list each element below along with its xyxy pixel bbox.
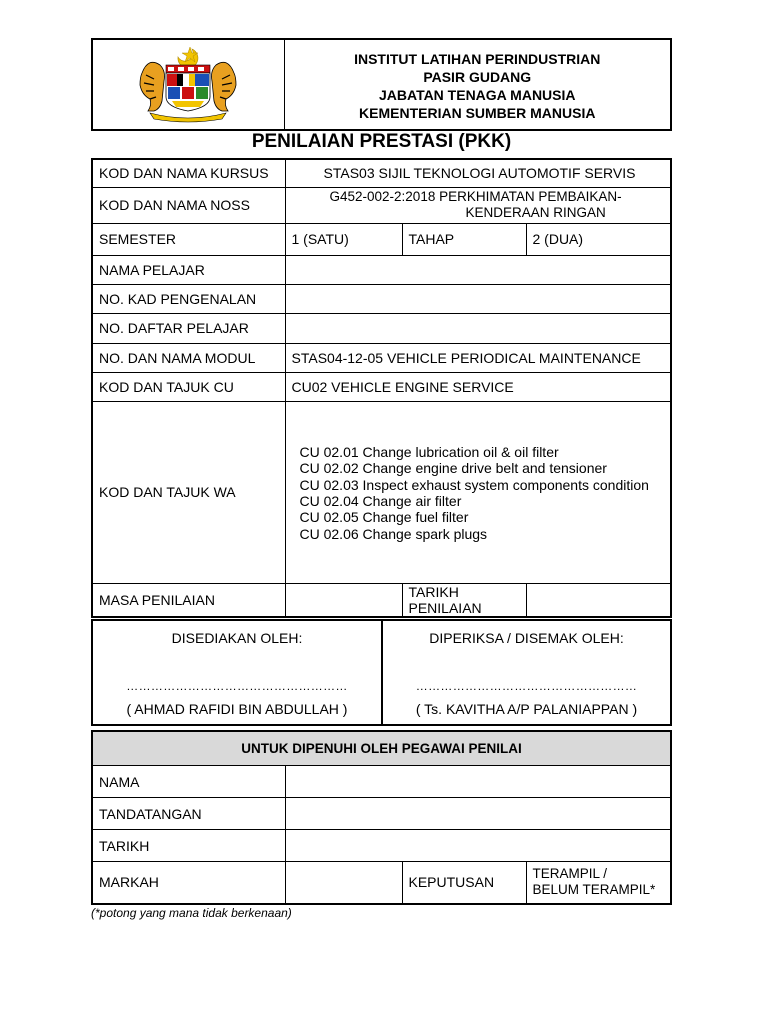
nama-pelajar-label: NAMA PELAJAR <box>92 255 285 284</box>
result-belum-terampil: BELUM TERAMPIL* <box>532 882 656 898</box>
wa-item: CU 02.06 Change spark plugs <box>299 525 488 542</box>
nama-pelajar-field[interactable] <box>285 255 671 284</box>
tahap-value: 2 (DUA) <box>526 223 671 255</box>
prepared-signature-line[interactable]: ……………………………………………… <box>126 679 348 693</box>
noss-value <box>285 187 671 223</box>
ic-label: NO. KAD PENGENALAN <box>92 284 285 313</box>
wa-item: CU 02.01 Change lubrication oil & oil filter <box>299 444 559 461</box>
logo-cell <box>92 39 284 130</box>
department-name: JABATAN TENAGA MANUSIA <box>378 86 576 103</box>
malaysia-coat-of-arms-icon <box>132 43 244 123</box>
noss-label: KOD DAN NAMA NOSS <box>92 187 285 223</box>
tandatangan-field[interactable] <box>285 798 671 830</box>
noss-value-line1: G452-002-2:2018 PERKHIMATAN PEMBAIKAN- <box>329 189 622 204</box>
course-info-table <box>91 158 672 618</box>
semester-label: SEMESTER <box>92 223 285 255</box>
wa-label: KOD DAN TAJUK WA <box>92 401 285 583</box>
daftar-field[interactable] <box>285 313 671 343</box>
masa-field[interactable] <box>285 583 402 617</box>
institution-name: INSTITUT LATIHAN PERINDUSTRIAN <box>354 50 601 67</box>
prepared-by-label: DISEDIAKAN OLEH: <box>171 630 303 646</box>
assessor-nama-label: NAMA <box>92 766 285 798</box>
daftar-label: NO. DAFTAR PELAJAR <box>92 313 285 343</box>
kursus-value: STAS03 SIJIL TEKNOLOGI AUTOMOTIF SERVIS <box>285 159 671 187</box>
checked-by-name: ( Ts. KAVITHA A/P PALANIAPPAN ) <box>415 701 638 717</box>
kursus-label: KOD DAN NAMA KURSUS <box>92 159 285 187</box>
page-title: PENILAIAN PRESTASI (PKK) <box>251 131 512 152</box>
tandatangan-label: TANDATANGAN <box>92 798 285 830</box>
wa-item: CU 02.03 Inspect exhaust system components condition <box>299 476 649 493</box>
wa-item: CU 02.05 Change fuel filter <box>299 509 469 526</box>
prepared-by-name: ( AHMAD RAFIDI BIN ABDULLAH ) <box>126 701 348 717</box>
institution-heading <box>284 39 671 130</box>
tarikh-penilaian-label: TARIKH PENILAIAN <box>402 583 526 617</box>
result-terampil: TERAMPIL / <box>532 866 608 882</box>
assessor-nama-field[interactable] <box>285 766 671 798</box>
wa-item: CU 02.04 Change air filter <box>299 493 462 509</box>
checked-by-cell <box>382 620 671 725</box>
noss-value-line2: KENDERAAN RINGAN <box>465 205 606 220</box>
markah-label: MARKAH <box>92 862 285 904</box>
assessor-tarikh-field[interactable] <box>285 830 671 862</box>
wa-item: CU 02.02 Change engine drive belt and tensioner <box>299 460 607 477</box>
cu-label: KOD DAN TAJUK CU <box>92 372 285 401</box>
masa-label: MASA PENILAIAN <box>92 583 285 617</box>
modul-label: NO. DAN NAMA MODUL <box>92 343 285 372</box>
modul-value: STAS04-12-05 VEHICLE PERIODICAL MAINTENANCE <box>285 343 671 372</box>
signature-table <box>91 619 672 726</box>
wa-list <box>285 401 671 583</box>
ic-field[interactable] <box>285 284 671 313</box>
prepared-by-cell <box>92 620 382 725</box>
checked-signature-line[interactable]: ……………………………………………… <box>415 679 638 693</box>
markah-field[interactable] <box>285 862 402 904</box>
tarikh-penilaian-field[interactable] <box>526 583 671 617</box>
institution-location: PASIR GUDANG <box>423 68 532 85</box>
assessor-heading: UNTUK DIPENUHI OLEH PEGAWAI PENILAI <box>92 731 671 766</box>
tahap-label: TAHAP <box>402 223 526 255</box>
cu-value: CU02 VEHICLE ENGINE SERVICE <box>285 372 671 401</box>
assessor-tarikh-label: TARIKH <box>92 830 285 862</box>
checked-by-label: DIPERIKSA / DISEMAK OLEH: <box>429 630 624 646</box>
header-table <box>91 38 672 131</box>
footnote: (*potong yang mana tidak berkenaan) <box>91 906 292 920</box>
assessor-table <box>91 730 672 905</box>
semester-value: 1 (SATU) <box>285 223 402 255</box>
keputusan-options[interactable] <box>526 862 671 904</box>
keputusan-label: KEPUTUSAN <box>402 862 526 904</box>
ministry-name: KEMENTERIAN SUMBER MANUSIA <box>359 104 596 121</box>
